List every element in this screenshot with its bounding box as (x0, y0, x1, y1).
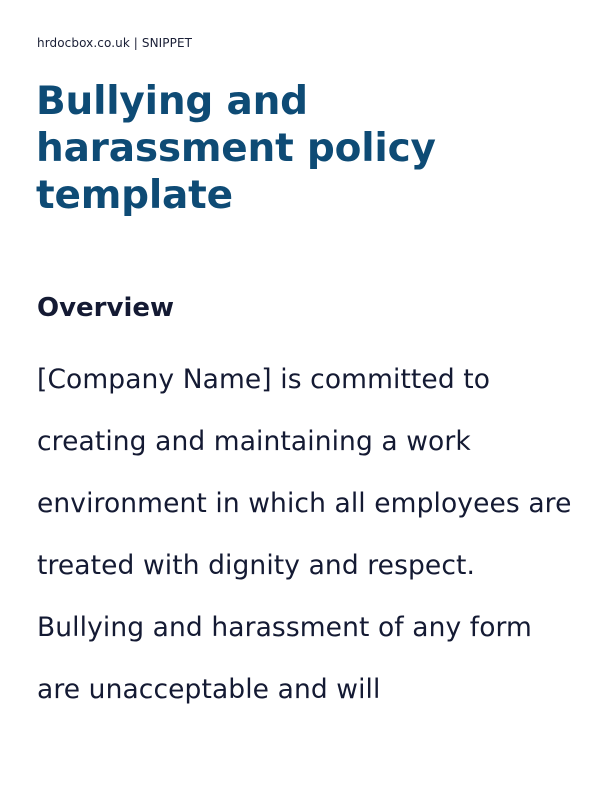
source-label: hrdocbox.co.uk | SNIPPET (37, 36, 193, 50)
document-title: Bullying and harassment policy template (36, 79, 436, 218)
overview-paragraph: [Company Name] is committed to creating and maintaining a work environment in which all employees are treated with dignity and respect. Bullying and harassment of any form are unacceptable and will (37, 364, 572, 705)
section-heading-overview: Overview (37, 293, 175, 323)
